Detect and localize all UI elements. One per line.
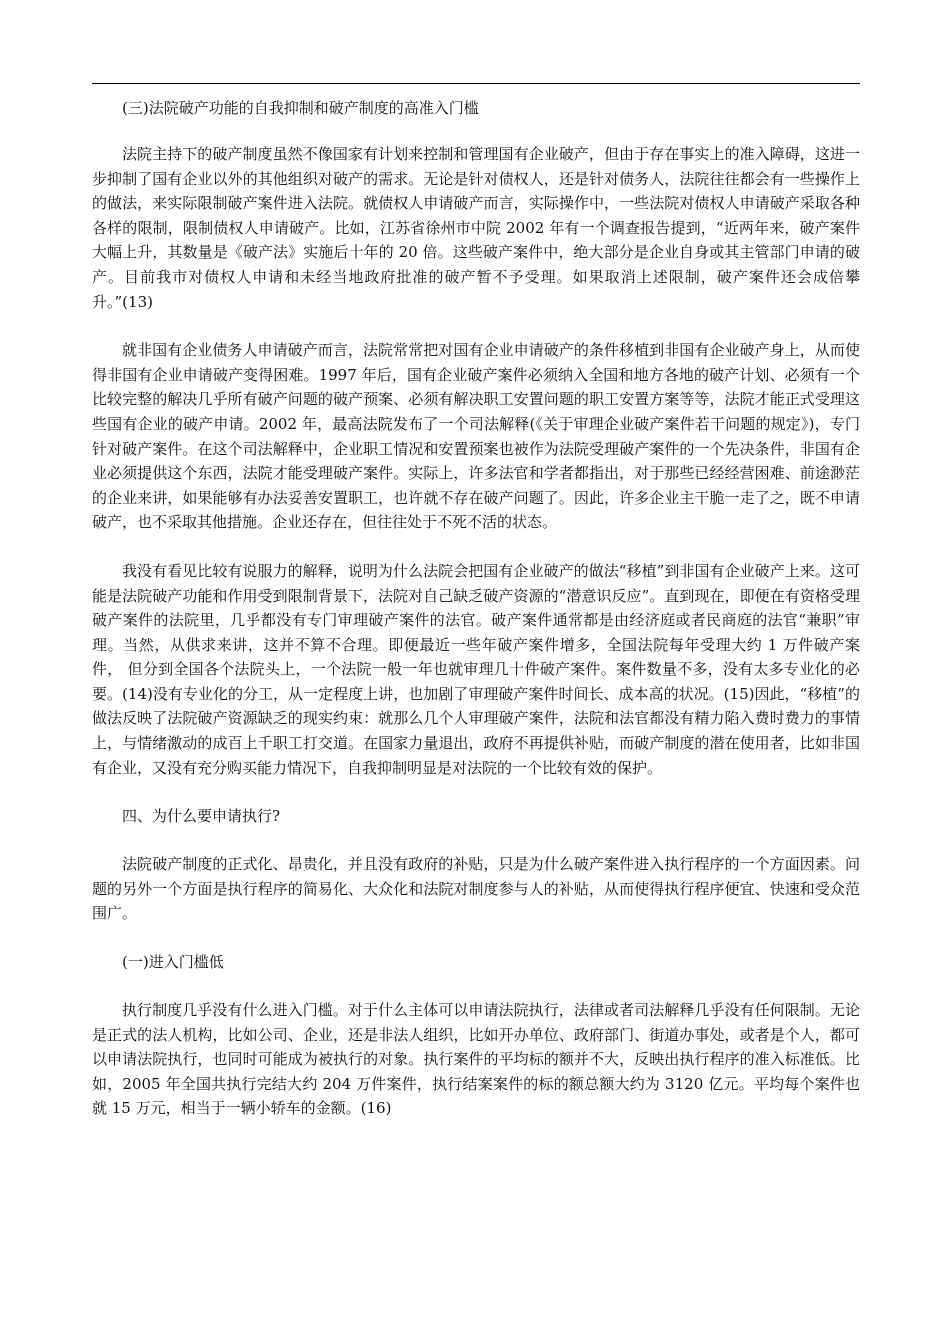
header-rule (92, 83, 860, 84)
paragraph-execution-threshold: 执行制度几乎没有什么进入门槛。对于什么主体可以申请法院执行，法律或者司法解释几乎没有任何限制。无论是正式的法人机构，比如公司、企业，还是非法人组织，比如开办单位、政府部门、街道办事处，或者是个人，都可以申请法院执行，也同时可能成为被执行的对象。执行案件的平均标的额并不大，反映出执行程序的准入标准低。比如，2005 年全国共执行完结大约 204 万件案件，执行结案案件的标的额总额大约为 3120 亿元。平均每个案件也就 15 万元，相当于一辆小轿车的金额。(16) (92, 1001, 860, 1118)
paragraph-creditor-restrictions: 法院主持下的破产制度虽然不像国家有计划来控制和管理国有企业破产，但由于存在事实上的准入障碍，这进一步抑制了国有企业以外的其他组织对破产的需求。无论是针对债权人，还是针对债务人，法院往往都会有一些操作上的做法，来实际限制破产案件进入法院。就债权人申请破产而言，实际操作中，一些法院对债权人申请破产采取各种各样的限制，限制债权人申请破产。比如，江苏省徐州市中院 2002 年有一个调查报告提到，“近两年来，破产案件大幅上升，其数量是《破产法》实施后十年的 20 倍。这些破产案件中，绝大部分是企业自身或其主管部门申请的破产。目前我市对债权人申请和未经当地政府批准的破产暂不予受理。如果取消上述限制，破产案件还会成倍攀升。”(13) (92, 145, 860, 311)
section-heading-court-self-restraint: (三)法院破产功能的自我抑制和破产制度的高准入门槛 (122, 99, 479, 117)
paragraph-execution-factors: 法院破产制度的正式化、昂贵化，并且没有政府的补贴，只是为什么破产案件进入执行程序的一个方面因素。问题的另外一个方面是执行程序的简易化、大众化和法院对制度参与人的补贴，从而使得执行程序便宜、快速和受众范围广。 (92, 855, 860, 923)
paragraph-non-state-debtors: 就非国有企业债务人申请破产而言，法院常常把对国有企业申请破产的条件移植到非国有企业破产身上，从而使得非国有企业申请破产变得困难。1997 年后，国有企业破产案件必须纳入全国和地方各地的破产计划、必须有一个比较完整的解决几乎所有破产问题的破产预案、必须有解决职工安置问题的职工安置方案等等，法院才能正式受理这些国有企业的破产申请。2002 年，最高法院发布了一个司法解释(《关于审理企业破产案件若干问题的规定》)，专门针对破产案件。在这个司法解释中，企业职工情况和安置预案也被作为法院受理破产案件的一个先决条件，非国有企业必须提供这个东西，法院才能受理破产案件。实际上，许多法官和学者都指出，对于那些已经经营困难、前途渺茫的企业来讲，如果能够有办法妥善安置职工，也许就不存在破产问题了。因此，许多企业主干脆一走了之，既不申请破产，也不采取其他措施。企业还存在，但往往处于不死不活的状态。 (92, 341, 860, 532)
section-heading-low-entry-threshold: (一)进入门槛低 (122, 953, 224, 972)
document-body (92, 96, 860, 1121)
section-heading-why-apply-execution: 四、为什么要申请执行? (122, 807, 281, 826)
paragraph-transplant-explanation: 我没有看见比较有说服力的解释，说明为什么法院会把国有企业破产的做法“移植”到非国有企业破产上来。这可能是法院破产功能和作用受到限制背景下，法院对自己缺乏破产资源的“潜意识反应”。直到现在，即便在有资格受理破产案件的法院里，几乎都没有专门审理破产案件的法官。破产案件通常都是由经济庭或者民商庭的法官“兼职”审理。当然，从供求来讲，这并不算不合理。即便最近一些年破产案件增多，全国法院每年受理大约 1 万件破产案件， 但分到全国各个法院头上，一个法院一般一年也就审理几十件破产案件。案件数量不多，没有太多专业化的必要。(14)没有专业化的分工，从一定程度上讲，也加剧了审理破产案件时间长、成本高的状况。(15)因此，“移植”的做法反映了法院破产资源缺乏的现实约束：就那么几个人审理破产案件，法院和法官都没有精力陷入费时费力的事情上，与情绪激动的成百上千职工打交道。在国家力量退出，政府不再提供补贴，而破产制度的潜在使用者，比如非国有企业，又没有充分购买能力情况下，自我抑制明显是对法院的一个比较有效的保护。 (92, 561, 860, 777)
